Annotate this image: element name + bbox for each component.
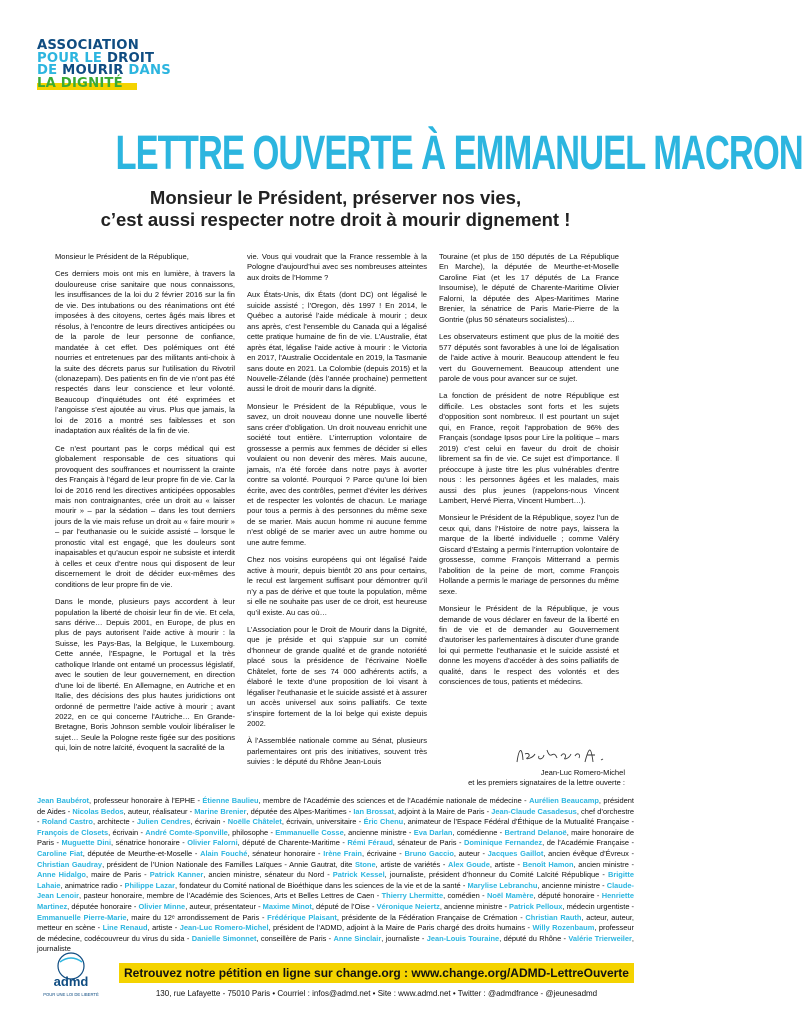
signatory-description: , écrivaine -: [361, 848, 405, 858]
signatory-name: Rémi Féraud: [347, 838, 393, 848]
signatory-description: , sénatrice honoraire -: [111, 838, 188, 848]
logo-word-dans: DANS: [128, 63, 171, 79]
signatory-description: , ancienne ministre -: [439, 901, 510, 911]
signatory-name: Patrick Kanner: [149, 870, 204, 880]
signatory-description: , conseillère de Paris -: [256, 933, 334, 943]
signatory-description: , députée honoraire -: [67, 901, 139, 911]
paragraph: Les observateurs estiment que plus de la moitié des 577 députés sont favorables à une loi de légalisation de l’aide active à mourir. Beaucoup attendent le feu vert du Gouvernement. Beaucoup attendent une parole de vous pour avancer sur ce sujet.: [439, 332, 619, 383]
signatory-name: Christian Gaudray: [37, 859, 103, 869]
signatory-name: Jacques Gaillot: [487, 848, 544, 858]
signatory-description: , animateur de l’Espace Fédéral d’Éthique de la Mutualité Française -: [403, 817, 634, 827]
signatory-name: Alain Fouché: [200, 848, 248, 858]
signatory-description: , fondateur du Comité national de Bioéthique dans les sciences de la vie et de la santé -: [175, 880, 468, 890]
signatory-name: Emmanuelle Pierre-Marie: [37, 912, 127, 922]
page-title: LETTRE OUVERTE À EMMANUEL MACRON: [115, 127, 803, 180]
signatory-name: Jean-Luc Romero-Michel: [179, 923, 269, 933]
signatory-name: Julien Cendres: [136, 817, 191, 827]
signatory-name: Patrick Kessel: [332, 870, 385, 880]
signatory-description: , auteur -: [453, 848, 488, 858]
signature-block: [420, 768, 625, 789]
paragraph: Ces derniers mois ont mis en lumière, à travers la douloureuse crise sanitaire que nous connaissons, les insuffisances de la loi du 2 février 2016 sur la fin de vie. Des intubations ou des réanimations ont été imposées à des citoyens, certes âgés mais libres et résolus, à l’encontre de leurs directives anticipées ou de la parole de leur personne de confiance, mandatée à cet effet. Des polémiques ont été nourries et entretenues par des militants anti-choix à la suite des décrets parus sur l’utilisation du Rivotril (clonazepam). Des patients en fin de vie n’ont pas été respectés dans leur conscience et leur volonté. Beaucoup d’inquiétudes ont été exprimées et l’angoisse s’est ajoutée au virus. Plus que jamais, la loi de 2016 a montré ses faiblesses et son inadaptation aux réalités de la fin de vie.: [55, 269, 235, 436]
letter-column-2: [247, 252, 427, 775]
paragraph: Monsieur le Président de la République, soyez l’un de ceux qui, dans l’Histoire de notre pays, laissera la marque de la liberté individuelle ; comme Valéry Giscard d’Estaing a permis l’interruption volontaire de grossesse, comme François Mitterrand a permis l’abolition de la peine de mort, comme François Hollande a permis le mariage de personnes du même sexe.: [439, 513, 619, 596]
signatory-description: , philosophe -: [227, 827, 276, 837]
signatory-name: Roland Castro: [41, 817, 93, 827]
signer-caption: et les premiers signataires de la lettre ouverte :: [468, 778, 625, 788]
letter-column-1: [55, 252, 235, 761]
logo-word-de: DE: [37, 63, 63, 79]
signatory-description: , ancien ministre -: [573, 859, 635, 869]
signatory-description: , ancienne ministre -: [537, 880, 607, 890]
association-logo: [37, 40, 207, 90]
signatory-description: , maire honoraire de Paris -: [37, 827, 635, 848]
signatory-name: Ian Brossat: [353, 806, 394, 816]
paragraph: Monsieur le Président de la République,: [55, 252, 189, 261]
signatory-name: Jean Baubérot: [37, 796, 90, 805]
paragraph: Chez nos voisins européens qui ont légalisé l’aide active à mourir, depuis bientôt 20 ans pour certains, le recul est largement suffisant pour démontrer qu’il n’y a pas de dérive et que toute la population, même si elle ne souhaite pas user de ce droit, est heureuse qu’il existe. Au cas où…: [247, 555, 427, 617]
signatory-name: Noël Mamère: [486, 891, 534, 901]
signatory-description: , professeur honoraire à l’EPHE -: [89, 796, 203, 805]
signatory-name: Frédérique Plaisant: [267, 912, 337, 922]
signatory-description: , médecin urgentiste -: [562, 901, 635, 911]
signatory-name: Jean-Claude Casadesus: [491, 806, 577, 816]
logo-word-pour-le: POUR LE: [37, 50, 107, 66]
paragraph: Ce n’est pourtant pas le corps médical qui est globalement responsable de ces situations qui provoquent des souffrances et nourrissent la crainte des Français à l’égard de leur propre fin de vie. Car la loi de 2016 rend les directives anticipées opposables mais non contraignantes, crée un droit au « laisser mourir » – par la sédation – dans les tout derniers jours de la vie mais refuse un droit au « faire mourir » – par l’euthanasie ou le suicide assisté – lorsque le pronostic vital est engagé, que les douleurs sont inapaisables et qu’aucun espoir ne subsiste et interdit à celles et ceux d’entre nous qui disposent de leur discernement le droit de décider eux-mêmes des conditions de leur propre fin de vie.: [55, 443, 235, 589]
logo-word-association: ASSOCIATION: [37, 38, 139, 53]
paragraph: Touraine (et plus de 150 députés de La République En Marche), la députée de Meurthe-et-Moselle Caroline Fiat (et les 17 députés de La France Insoumise), le député de Charente-Maritime Olivier Falorni, la députée des Alpes-Maritimes Marine Brenier, la sénatrice de Paris Marie-Pierre de la Gontrie (plus 50 sénateurs socialistes)…: [439, 252, 619, 324]
signatory-name: Bruno Gaccio: [404, 848, 454, 858]
signatory-name: Danielle Simonnet: [191, 933, 257, 943]
signatory-name: Olivier Minne: [138, 901, 186, 911]
signatory-description: , maire de Paris -: [85, 870, 150, 880]
signatory-name: Caroline Fiat: [37, 848, 83, 858]
paragraph: vie. Vous qui voudrait que la France ressemble à la Pologne d’aujourd’hui avec ses nombreuses atteintes aux droits de l’Homme ?: [247, 252, 427, 282]
signatory-description: , acteur, auteur, metteur en scène -: [37, 912, 634, 933]
signatory-name: Valérie Trierweiler: [568, 933, 632, 943]
signatory-description: , journaliste -: [381, 933, 427, 943]
paragraph: Aux États-Unis, dix États (dont DC) ont légalisé le suicide assisté ; l’Oregon, dès 1997 ! En 2014, le Québec a autorisé l’aide médicale à mourir ; deux ans après, c’est l’ensemble du Canada qui a légalisé cette pratique humaine de fin de vie. L’Australie, état après état, légalise l’aide active à mourir : le Victoria en 2017, l’Australie Occidentale en 2019, la Tasmanie sans doute en 2021. La Colombie (depuis 2015) et la Nouvelle-Zélande (dès l’année prochaine) permettent aussi le droit de mourir dans la dignité.: [247, 290, 427, 394]
paragraph: Monsieur le Président de la République, je vous demande de vous déclarer en faveur de la liberté en fin de vie et de demander au Gouvernement d’autoriser les parlementaires à discuter d’une grande loi qui permette l’euthanasie et le suicide assisté et donne les moyens d’accéder à des soins palliatifs de qualité, dans le respect des volontés et des consciences de tous, patients et médecins.: [439, 604, 619, 687]
signatory-description: , écrivain -: [108, 827, 146, 837]
signatory-name: Maxime Minot: [262, 901, 312, 911]
subheadline: [20, 187, 651, 231]
signatory-description: , député de l’Oise -: [311, 901, 377, 911]
signatory-name: Claude-Jean Lenoir: [37, 880, 635, 901]
petition-banner: Retrouvez notre pétition en ligne sur change.org : www.change.org/ADMD-LettreOuverte: [119, 963, 634, 983]
signatory-description: , comédienne -: [452, 827, 505, 837]
signatory-name: Line Renaud: [102, 923, 148, 933]
signatory-description: , sénateur honoraire -: [247, 848, 324, 858]
signatory-name: Philippe Lazar: [124, 880, 176, 890]
signatory-description: , maire du 12ᵉ arrondissement de Paris -: [126, 912, 268, 922]
signatory-name: Noëlle Châtelet: [227, 817, 282, 827]
signatory-description: , artiste -: [147, 923, 180, 933]
logo-word-la-dignite: LA DIGNITÉ: [37, 75, 123, 91]
signatory-name: Emmanuelle Cosse: [275, 827, 344, 837]
signatory-name: Benoît Hamon: [522, 859, 574, 869]
signatory-name: Éric Chenu: [363, 817, 404, 827]
signatory-name: Nicolas Bedos: [72, 806, 124, 816]
subheadline-line-1: Monsieur le Président, préserver nos vies,: [149, 187, 522, 208]
signatory-description: , députée des Alpes-Maritimes -: [246, 806, 354, 816]
subheadline-line-2: c’est aussi respecter notre droit à mourir dignement !: [100, 209, 571, 230]
signatory-description: , pasteur honoraire, membre de l’Académie des Sciences, Arts et Belles Lettres de Caen -: [79, 891, 382, 901]
signatory-name: Bertrand Delanoë: [504, 827, 567, 837]
signatory-description: , député du Rhône -: [499, 933, 569, 943]
signatory-name: André Comte-Sponville: [145, 827, 228, 837]
signatory-name: Aurélien Beaucamp: [529, 796, 599, 805]
signatory-name: Jean-Louis Touraine: [426, 933, 500, 943]
signatory-description: , ancien évêque d’Évreux -: [543, 848, 634, 858]
signatory-description: , président de l’Union Nationale des Familles Laïques - Annie Gautrat, dite: [102, 859, 355, 869]
signatory-name: François de Closets: [37, 827, 109, 837]
signatory-name: Thierry Lhermitte: [381, 891, 444, 901]
admd-footer-logo: [38, 950, 104, 1000]
signatory-name: Marylise Lebranchu: [467, 880, 538, 890]
signatory-name: Muguette Dini: [61, 838, 112, 848]
letter-column-3: [439, 252, 619, 695]
signatory-name: Marine Brenier: [194, 806, 247, 816]
paragraph: À l’Assemblée nationale comme au Sénat, plusieurs parlementaires ont pris des initiatives, souvent très suivies : le député du Rhône Jean-Louis: [247, 736, 427, 767]
contact-info: 130, rue Lafayette - 75010 Paris • Courriel : infos@admd.net • Site : www.admd.net • Twitter : @admdfrance - @jeunesadmd: [155, 989, 598, 998]
signatory-name: Anne Sinclair: [333, 933, 382, 943]
signatory-name: Eva Darlan: [413, 827, 453, 837]
signatory-description: , députée de Meurthe-et-Moselle -: [82, 848, 201, 858]
handwritten-signature: [513, 742, 613, 766]
signatory-name: Brigitte Lahaie: [37, 870, 634, 890]
paragraph: La fonction de président de notre République est difficile. Les obstacles sont forts et les sujets d’opposition sont nombreux. Il est pourtant un sujet qui, en France, reçoit l’approbation de 96% des Français (sondage Ipsos pour Lire la politique – mars 2019) c’est celui en faveur du droit de choisir librement sa fin de vie. Ce sujet est d’importance. Il préoccupe à juste titre les plus vulnérables d’entre nous : les personnes âgées et les malades, mais aussi des plus jeunes (rappelons-nous Vincent Lambert, Hervé Pierra, Vincent Humbert…).: [439, 391, 619, 505]
paragraph: Dans le monde, plusieurs pays accordent à leur population la liberté de choisir leur fin de vie. Et cela, sans dérive… Depuis 2001, en Europe, de plus en plus de pays autorisent l’aide active à mourir : la Suisse, les Pays-Bas, la Belgique, le Luxembourg. Cette année, l’Espagne, le Portugal et la très catholique Irlande ont entamé un processus législatif, avec le soutien de leur gouvernement, en direction d’une loi de liberté. En Allemagne, en Autriche et en Italie, des décisions des plus hautes juridictions ont ordonné de permettre l’aide active à mourir ; avant 2022, en ce qui concerne l’Autriche… En Grande-Bretagne, Boris Johnson semble vouloir libéraliser le sujet… Seule la Pologne reste figée sur des positions qui, loin de notre laïcité, évoquent la sacralité de la: [55, 597, 235, 753]
signatory-description: , de l’Académie Française -: [542, 838, 634, 848]
signer-name: Jean-Luc Romero-Michel: [540, 768, 625, 777]
signatory-name: Christian Rauth: [525, 912, 582, 922]
signatory-name: Dominique Fernandez: [464, 838, 543, 848]
admd-logo-text: admd: [53, 974, 89, 989]
signatory-description: , architecte -: [92, 817, 137, 827]
signatory-description: , professeur de médecine, codécouvreur du virus du sida -: [37, 923, 634, 943]
signatory-description: , auteur, réalisateur -: [123, 806, 195, 816]
signatory-description: , comédien -: [443, 891, 487, 901]
signatory-name: Olivier Falorni: [187, 838, 238, 848]
signatory-name: Henriette Martinez: [37, 891, 635, 911]
logo-word-mourir: MOURIR: [62, 63, 129, 79]
signatory-description: , auteur, présentateur -: [185, 901, 263, 911]
signatory-description: , écrivain, universitaire -: [281, 817, 364, 827]
logo-word-droit: DROIT: [106, 50, 155, 66]
admd-logo-caption: POUR UNE LOI DE LIBERTÉ: [43, 992, 99, 997]
signatory-description: , artiste de variétés -: [375, 859, 448, 869]
signatory-description: , membre de l’Académie des sciences et de l’Académie nationale de médecine -: [258, 796, 530, 805]
signatory-description: , député honoraire -: [533, 891, 602, 901]
logo-line-4: [37, 75, 207, 91]
signatory-name: Irène Frain: [323, 848, 362, 858]
signatory-name: Patrick Pelloux: [509, 901, 563, 911]
signatory-description: , présidente de la Fédération Française de Crémation -: [336, 912, 526, 922]
signatory-name: Véronique Neiertz: [376, 901, 440, 911]
signatory-description: , ancienne ministre -: [343, 827, 414, 837]
signatory-description: , président de Aides -: [37, 796, 634, 816]
signatory-name: Alex Goude: [447, 859, 490, 869]
signatory-name: Willy Rozenbaum: [532, 923, 595, 933]
signatory-description: , artiste -: [489, 859, 523, 869]
signatory-name: Étienne Baulieu: [202, 796, 259, 805]
paragraph: Monsieur le Président de la République, vous le savez, un droit nouveau donne une nouvelle liberté sans créer d’obligation. Un droit nouveau enrichit une société tout entière. L’interruption volontaire de grossesse a permis aux femmes de décider si elles voulaient ou non devenir des mères. Mais aucune, jamais, n’a été forcée dans notre pays à avorter contre sa volonté. Pourquoi ? Parce qu’une loi bien écrite, avec des contrôles, permet d’éviter les dérives et de respecter les volontés de chacun. Le mariage pour tous a permis à des personnes du même sexe de se marier. Mais aucun homme ni aucune femme n’est obligé de se marier avec un autre homme ou une autre femme.: [247, 401, 427, 547]
signatory-description: , animatrice radio -: [60, 880, 125, 890]
signatory-description: , député de Charente-Maritime -: [237, 838, 348, 848]
signatory-description: , ancien ministre, sénateur du Nord -: [203, 870, 333, 880]
signatory-name: Stone: [354, 859, 376, 869]
signatory-description: , sénateur de Paris -: [392, 838, 465, 848]
signatory-description: , adjoint à la Maire de Paris -: [393, 806, 492, 816]
signatory-name: Anne Hidalgo: [37, 870, 86, 880]
paragraph: L’Association pour le Droit de Mourir dans la Dignité, que je préside et qui s’appuie sur un comité d’honneur de grande qualité et de grande notoriété placé sous la présidence de l’écrivaine Noëlle Châtelet, forte de ses 74 000 adhérents actifs, a élaboré le texte d’une proposition de loi visant à légaliser l’euthanasie et le suicide assisté et à assurer un accès universel aux soins palliatifs. Ce texte s’inspire fortement de la loi belge qui existe depuis 2002.: [247, 624, 427, 729]
letter-body: [55, 252, 631, 792]
signatory-description: , chef d’orchestre -: [37, 806, 635, 827]
signatories-list: [37, 796, 634, 955]
signatory-description: , écrivain -: [190, 817, 228, 827]
signatory-description: , journaliste: [37, 933, 634, 954]
signatory-description: , journaliste, président d’honneur du Comité Laïcité République -: [384, 870, 608, 880]
signatory-description: , président de l’ADMD, adjoint à la Maire de Paris chargé des droits humains -: [268, 923, 533, 933]
